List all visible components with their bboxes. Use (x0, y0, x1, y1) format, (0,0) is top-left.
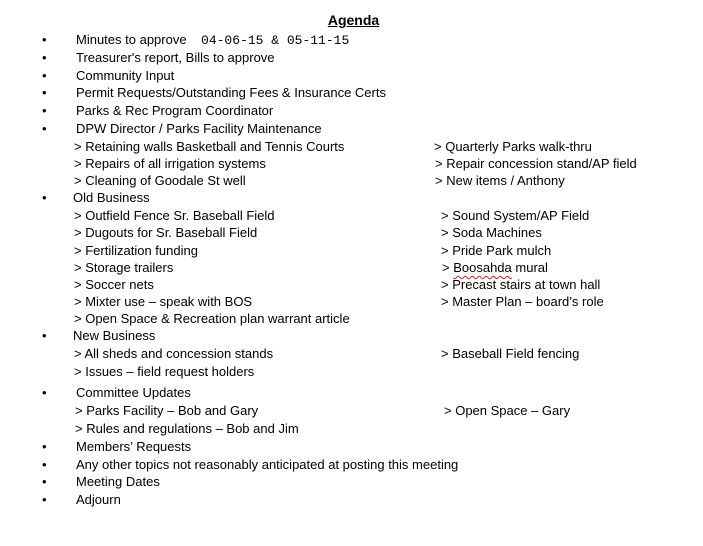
agenda-item-dpw: DPW Director / Parks Facility Maintenance (76, 121, 322, 136)
old-business-sub-item-right: > Master Plan – board’s role (441, 294, 604, 309)
bullet: • (42, 328, 47, 343)
old-business-sub-item: > Soccer nets (74, 277, 154, 292)
minutes-dates: 04-06-15 & 05-11-15 (201, 33, 350, 48)
agenda-title: Agenda (327, 12, 380, 28)
agenda-item-treasurer: Treasurer's report, Bills to approve (76, 50, 275, 65)
bullet: • (42, 385, 47, 400)
old-business-sub-item: > Dugouts for Sr. Baseball Field (74, 225, 258, 240)
agenda-item-meeting-dates: Meeting Dates (76, 474, 160, 489)
bullet: • (42, 32, 47, 47)
dpw-sub-item: > Cleaning of Goodale St well (74, 173, 246, 188)
new-business-sub-item: > All sheds and concession stands (74, 346, 274, 361)
bullet: • (42, 457, 47, 472)
committee-sub-item: > Parks Facility – Bob and Gary (75, 403, 259, 418)
bullet: • (42, 474, 47, 489)
bullet: • (42, 68, 47, 83)
old-business-sub-item-right: > Soda Machines (441, 225, 542, 240)
agenda-item-adjourn: Adjourn (76, 492, 121, 507)
old-business-sub-item: > Storage trailers (74, 260, 174, 275)
bullet: • (42, 439, 47, 454)
dpw-sub-item: > Retaining walls Basketball and Tennis Courts (74, 139, 345, 154)
new-business-sub-item: > Issues – field request holders (74, 364, 255, 379)
bullet: • (42, 190, 47, 205)
dpw-sub-item: > Repairs of all irrigation systems (74, 156, 266, 171)
old-business-sub-item-right: > Boosahda mural (442, 260, 548, 275)
bullet: • (42, 103, 47, 118)
dpw-sub-item-right: > Quarterly Parks walk-thru (434, 139, 592, 154)
agenda-item-old-business: Old Business (73, 190, 150, 205)
bullet: • (42, 85, 47, 100)
committee-sub-item-right: > Open Space – Gary (444, 403, 571, 418)
agenda-item-permit: Permit Requests/Outstanding Fees & Insurance Certs (76, 85, 386, 100)
agenda-item-community: Community Input (76, 68, 175, 83)
agenda-item-parks-rec: Parks & Rec Program Coordinator (76, 103, 274, 118)
old-business-sub-item: > Mixter use – speak with BOS (74, 294, 253, 309)
old-business-sub-item-right: > Sound System/AP Field (441, 208, 590, 223)
committee-sub-item: > Rules and regulations – Bob and Jim (75, 421, 299, 436)
agenda-item-new-business: New Business (73, 328, 156, 343)
agenda-item-members: Members’ Requests (76, 439, 192, 454)
agenda-item-other-topics: Any other topics not reasonably anticipated at posting this meeting (76, 457, 459, 472)
spellcheck-flagged-word: Boosahda (453, 260, 512, 275)
bullet: • (42, 121, 47, 136)
new-business-sub-item-right: > Baseball Field fencing (441, 346, 580, 361)
old-business-sub-item-right: > Pride Park mulch (441, 243, 552, 258)
dpw-sub-item-right: > Repair concession stand/AP field (435, 156, 637, 171)
bullet: • (42, 492, 47, 507)
dpw-sub-item-right: > New items / Anthony (435, 173, 565, 188)
old-business-sub-item: > Open Space & Recreation plan warrant article (74, 311, 350, 326)
old-business-sub-item: > Fertilization funding (74, 243, 198, 258)
old-business-sub-item: > Outfield Fence Sr. Baseball Field (74, 208, 275, 223)
agenda-item-minutes: Minutes to approve 04-06-15 & 05-11-15 (76, 32, 350, 48)
bullet: • (42, 50, 47, 65)
agenda-item-committee: Committee Updates (76, 385, 191, 400)
old-business-sub-item-right: > Precast stairs at town hall (441, 277, 601, 292)
